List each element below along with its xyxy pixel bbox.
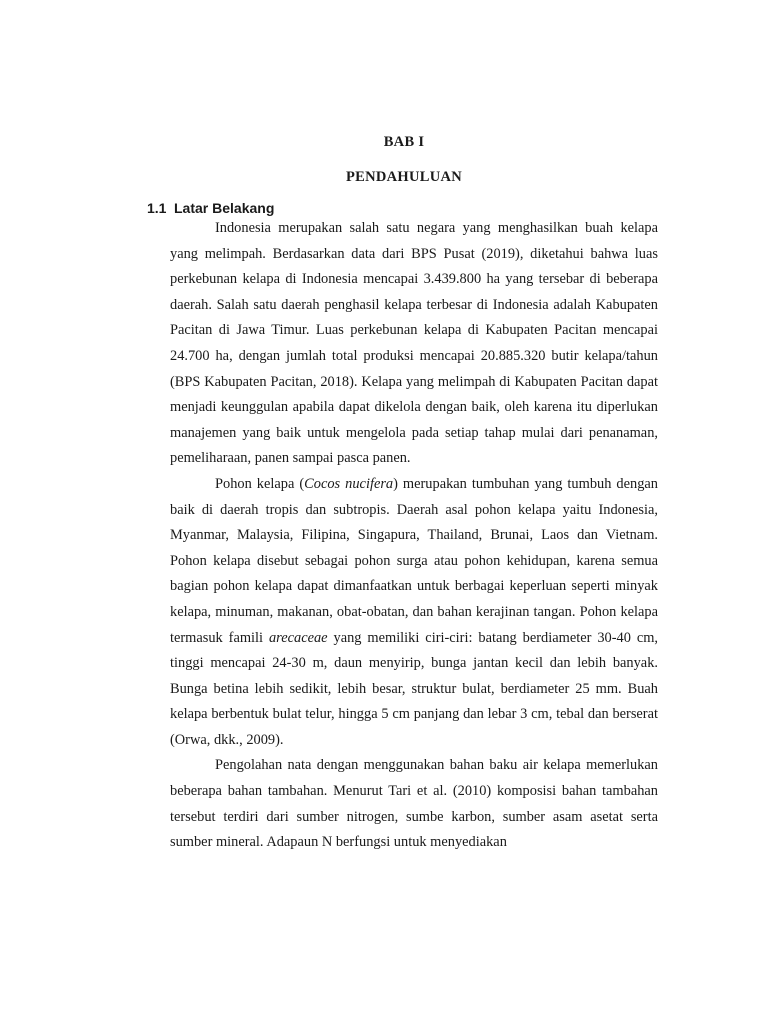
paragraph-text: ) merupakan tumbuhan yang tumbuh dengan baik di daerah tropis dan subtropis. Daerah asal pohon kelapa yaitu Indonesia, Myanmar, Malaysia, Filipina, Singapura, Thailand, Brunai, Laos dan Vietnam. Pohon kelapa disebut sebagai pohon surga atau pohon kehidupan, karena semua bagian pohon kelapa dapat dimanfaatkan untuk berbagai keperluan seperti minyak kelapa, minuman, makanan, obat-obatan, dan bahan kerajinan tangan. Pohon kelapa termasuk famili <box>170 475 658 646</box>
chapter-title: PENDAHULUAN <box>345 169 463 185</box>
paragraph-3 <box>170 753 658 855</box>
section-title: Latar Belakang <box>174 200 275 216</box>
paragraph-text: Pohon kelapa ( <box>215 475 305 492</box>
paragraph-2 <box>170 472 658 754</box>
paragraph-text: Pengolahan nata dengan menggunakan bahan baku air kelapa memerlukan beberapa bahan tambahan. Menurut Tari et al. (2010) komposisi bahan tambahan tersebut terdiri dari sumber nitrogen, sumbe karbon, sumber asam asetat serta sumber mineral. Adapaun N berfungsi untuk menyediakan <box>170 757 658 851</box>
paragraph-text: Indonesia merupakan salah satu negara yang menghasilkan buah kelapa yang melimpah. Berdasarkan data dari BPS Pusat (2019), diketahui bahwa luas perkebunan kelapa di Indonesia mencapai 3.439.800 ha yang tersebar di beberapa daerah. Salah satu daerah penghasil kelapa terbesar di Indonesia adalah Kabupaten Pacitan di Jawa Timur. Luas perkebunan kelapa di Kabupaten Pacitan mencapai 24.700 ha, dengan jumlah total produksi mencapai 20.885.320 butir kelapa/tahun (BPS Kabupaten Pacitan, 2018). Kelapa yang melimpah di Kabupaten Pacitan dapat menjadi keunggulan apabila dapat dikelola dengan baik, oleh karena itu diperlukan manajemen yang baik untuk mengelola pada setiap tahap mulai dari penanaman, pemeliharaan, panen sampai pasca panen. <box>170 220 658 467</box>
family-name: arecaceae <box>268 629 328 646</box>
section-heading <box>147 200 274 216</box>
paragraph-1 <box>170 216 658 472</box>
chapter-number: BAB I <box>383 134 425 150</box>
scientific-name: Cocos nucifera <box>304 475 394 492</box>
section-number: 1.1 <box>147 200 167 216</box>
body-text <box>170 216 658 856</box>
paragraph-text: yang memiliki ciri-ciri: batang berdiameter 30-40 cm, tinggi mencapai 24-30 m, daun menyirip, bunga jantan kecil dan lebih banyak. Bunga betina lebih sedikit, lebih besar, struktur bulat, berdiameter 25 mm. Buah kelapa berbentuk bulat telur, hingga 5 cm panjang dan lebar 3 cm, tebal dan berserat (Orwa, dkk., 2009). <box>170 629 658 748</box>
